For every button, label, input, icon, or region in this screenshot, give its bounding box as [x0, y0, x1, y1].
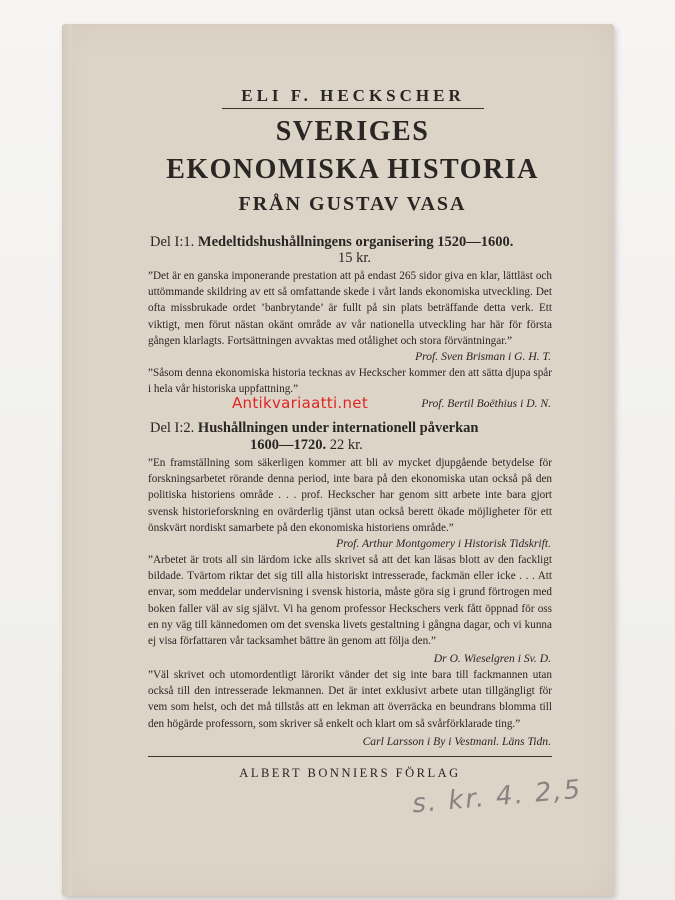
footer-rule [148, 756, 552, 757]
title-line-1: SVERIGES [275, 116, 430, 147]
part2-title-line1: Hushållningen under internationell påverkan [197, 420, 479, 436]
title-line-2: EKONOMISKA HISTORIA [166, 154, 539, 185]
part1-price: 15 kr. [338, 250, 372, 266]
subtitle: FRÅN GUSTAV VASA [238, 193, 467, 215]
part2-quote-1: ”En framställning som säkerligen kommer att bli av mycket djupgående betydelse för forskningsarbetet rörande denna period, inte bara på den ekonomiska utan också på den politiska historiens område . . . prof. Heckscher har genom sitt arbete inte bara gjort svensk historieforskning en ovärderlig tjänst utan också berett ökade möjligheter för ett önskvärt nordiskt samarbete på den ekonomiska historiens område.” [148, 457, 552, 534]
part2-subheading [250, 436, 450, 454]
part1-label: Del I:1. [150, 234, 195, 250]
part1-quote-2: ”Såsom denna ekonomiska historia tecknas av Heckscher kommer den att sätta djupa spår i hela vår historiska uppfattning.” [148, 367, 552, 396]
part1-quote-1: ”Det är en ganska imponerande prestation att på endast 265 sidor giva en klar, lättläst och uttömmande skildring av ett så omfattande skede i vårt lands ekonomiska utveckling. Det ofta missbrukade ordet ’banbrytande’ är fullt på sin plats beträffande detta verk. Ett viktigt, men förut nästan okänt område av vår nationella utveckling har här för första gången klarlagts. Fortsättningen avvaktas med otålighet och stora förväntningar.” [148, 270, 552, 347]
book-spine-edge [62, 24, 72, 896]
part2-quote-2-source: Dr O. Wieselgren i Sv. D. [433, 652, 551, 665]
part2-label: Del I:2. [150, 420, 195, 436]
pencil-price-note: s. kr. 4. 2,5 [411, 774, 584, 820]
part2-quote-3-source: Carl Larsson i By i Vestmanl. Läns Tidn. [362, 735, 551, 748]
part2-quote-2: ”Arbetet är trots all sin lärdom icke alls skrivet så att det kan läsas blott av den fackligt bildade. Tvärtom riktar det sig till alla historiskt intresserade, fackmän eller icke . . . Att envar, som meddelar undervisning i svensk historia, måste göra sig i grund förtrogen med boken faller väl av sig självt. Vi ha genom professor Heckschers verk fått öppnad för oss en ny väg till kännedomen om det svenska livets gestaltning i gångna dagar, och vi kunna ej visa författaren vår tacksamhet bättre än genom att följa den.” [148, 554, 552, 648]
author-name: ELI F. HECKSCHER [241, 86, 465, 105]
part2-heading [150, 419, 570, 437]
watermark: Antikvariaatti.net [232, 394, 369, 412]
part1-quote-1-source: Prof. Sven Brisman i G. H. T. [415, 350, 551, 363]
part2-price: 22 kr. [329, 437, 363, 453]
publisher-name: ALBERT BONNIERS FÖRLAG [239, 766, 461, 780]
author-underline [222, 108, 484, 109]
part1-heading [150, 233, 570, 251]
part2-title-line2: 1600—1720. [250, 437, 327, 453]
part1-quote-2-source: Prof. Bertil Boëthius i D. N. [421, 397, 551, 410]
part1-title: Medeltidshushållningens organisering 1520—1600. [197, 234, 514, 250]
part2-quote-3: ”Väl skrivet och utomordentligt lärorikt vänder det sig inte bara till fackmannen utan också till den intresserade lekmannen. Det är intet exklusivt arbete utan tillgängligt för vem som helst, och det må tillstås att en lekman att överräcka en beundrans blomma till den högärde professorn, som skriver så enkelt och klart om så svårförklarade ting.” [148, 669, 552, 730]
part2-quote-1-source: Prof. Arthur Montgomery i Historisk Tidskrift. [336, 537, 551, 550]
